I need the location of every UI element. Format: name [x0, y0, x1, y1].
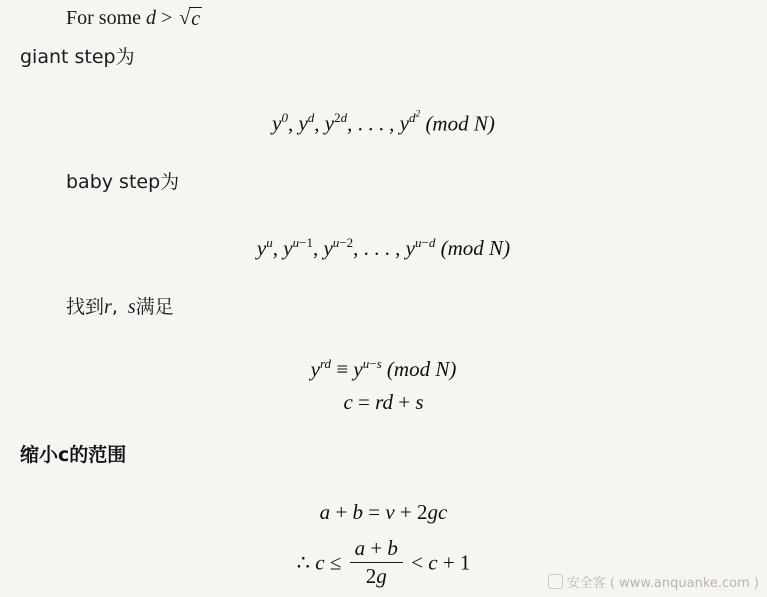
- text-line-narrow-c-range: 缩小c的范围: [20, 444, 127, 466]
- for-some-label: For some: [66, 7, 141, 29]
- text-line-for-some: [66, 6, 202, 30]
- equation-c-definition: c = rd + s: [343, 390, 424, 414]
- equation-c-bounds: ∴ c ≤ $\frac{a + b}{2g}$ < c + 1: [296, 536, 471, 588]
- watermark-text: 安全客 ( www.anquanke.com ): [566, 576, 759, 591]
- watermark: [548, 572, 759, 591]
- sqrt-radicand-c: c: [191, 8, 201, 30]
- variable-d: d: [146, 7, 156, 29]
- equation-congruence: $y^{rd} \equiv y^{u-s}$ (mod N): [310, 356, 457, 381]
- satisfy-label: 满足: [135, 296, 174, 318]
- find-label: 找到: [66, 296, 105, 318]
- text-line-giant-step: giant step为: [20, 46, 135, 68]
- variable-r: r: [104, 296, 112, 318]
- equation-a-plus-b: a + b = v + 2gc: [319, 500, 448, 524]
- equation-giant-step-sequence: $y^0$, $y^d$, $y^{2d}$, . . . , $y^{d^2}$ (mod N): [272, 110, 495, 136]
- shield-logo-icon: [548, 574, 563, 589]
- sqrt-expression: [177, 6, 202, 30]
- fraction-a-plus-b-over-2g: $\frac{a + b}{2g}$: [350, 536, 403, 589]
- comma-separator: ,: [111, 296, 118, 318]
- sqrt-symbol: √: [179, 7, 191, 29]
- text-line-baby-step: baby step为: [66, 171, 180, 193]
- equation-baby-step-sequence: $y^u$, $y^{u-1}$, $y^{u-2}$, . . . , $y^{u-d}$ (mod N): [256, 235, 511, 260]
- variable-s: s: [127, 296, 136, 318]
- greater-than-sign: >: [161, 7, 173, 29]
- text-line-find-r-s: [66, 292, 174, 319]
